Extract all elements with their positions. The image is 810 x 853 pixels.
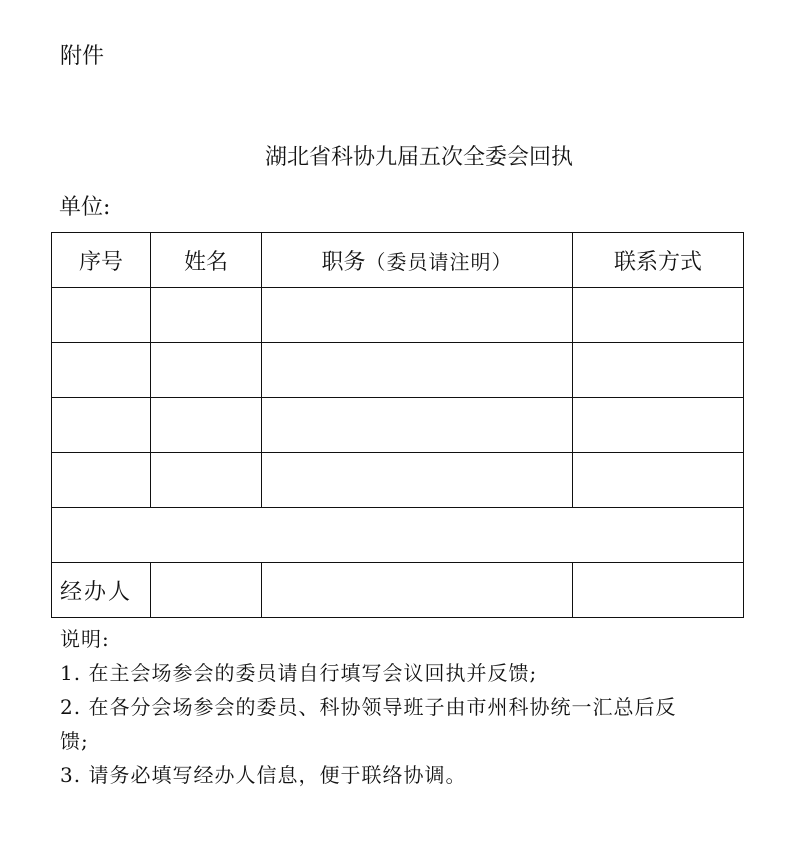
header-seq: 序号	[52, 233, 151, 288]
header-duty-note: （委员请注明）	[365, 249, 513, 274]
cell-contact[interactable]	[573, 398, 744, 453]
cell-duty[interactable]	[262, 343, 573, 398]
table-header-row	[52, 233, 744, 288]
table-merged-row	[52, 508, 744, 563]
cell-name[interactable]	[151, 343, 262, 398]
note-item-2-line-1: 2. 在各分会场参会的委员、科协领导班子由市州科协统一汇总后反	[60, 695, 677, 719]
unit-label: 单位:	[59, 195, 111, 220]
handler-duty-cell[interactable]	[262, 563, 573, 618]
notes-heading: 说明:	[60, 627, 110, 651]
table-row	[52, 288, 744, 343]
handler-name-cell[interactable]	[151, 563, 262, 618]
cell-name[interactable]	[151, 288, 262, 343]
handler-row	[52, 563, 744, 618]
cell-merged[interactable]	[52, 508, 744, 563]
handler-label: 经办人	[52, 563, 151, 618]
cell-contact[interactable]	[573, 288, 744, 343]
table-row	[52, 453, 744, 508]
cell-seq[interactable]	[52, 398, 151, 453]
cell-seq[interactable]	[52, 453, 151, 508]
note-item-2-line-2: 馈;	[60, 729, 89, 753]
header-duty-main: 职务	[321, 249, 366, 275]
receipt-form-table	[51, 232, 744, 618]
note-item-3: 3. 请务必填写经办人信息，便于联络协调。	[60, 763, 467, 787]
cell-name[interactable]	[151, 398, 262, 453]
cell-duty[interactable]	[262, 288, 573, 343]
note-item-1: 1. 在主会场参会的委员请自行填写会议回执并反馈;	[60, 661, 538, 685]
header-duty	[262, 233, 573, 288]
cell-duty[interactable]	[262, 398, 573, 453]
cell-seq[interactable]	[52, 343, 151, 398]
cell-duty[interactable]	[262, 453, 573, 508]
cell-name[interactable]	[151, 453, 262, 508]
table-row	[52, 343, 744, 398]
cell-seq[interactable]	[52, 288, 151, 343]
header-contact: 联系方式	[573, 233, 744, 288]
handler-contact-cell[interactable]	[573, 563, 744, 618]
cell-contact[interactable]	[573, 453, 744, 508]
header-name: 姓名	[151, 233, 262, 288]
document-title: 湖北省科协九届五次全委会回执	[264, 145, 573, 170]
cell-contact[interactable]	[573, 343, 744, 398]
notes-section	[60, 622, 780, 792]
table-row	[52, 398, 744, 453]
attachment-label: 附件	[60, 44, 105, 69]
